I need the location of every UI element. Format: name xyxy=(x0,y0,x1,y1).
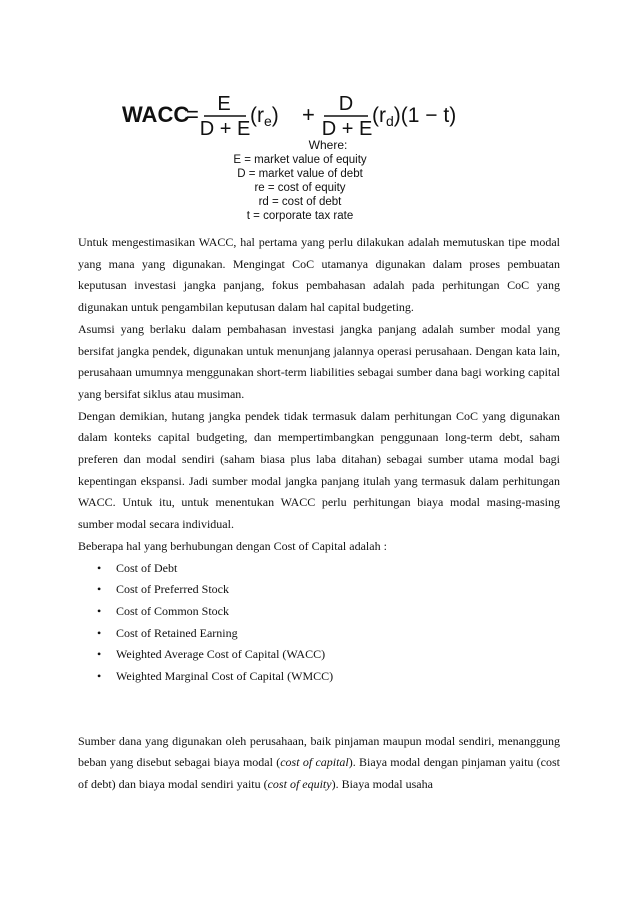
paragraph-final xyxy=(78,731,560,796)
formula-plus: + xyxy=(302,102,315,127)
formula-term2-open: (r xyxy=(372,104,386,127)
formula-where-label: Where: xyxy=(308,138,348,152)
formula-frac2-denominator: D + E xyxy=(321,118,373,140)
bullet-list xyxy=(78,558,560,688)
formula-term1-close: ) xyxy=(271,104,279,127)
document-body xyxy=(78,232,560,796)
list-item: • Cost of Common Stock xyxy=(78,601,560,623)
paragraph-text: ). Biaya modal dengan pinjaman yaitu (cost of debt) dan biaya modal sendiri yaitu ( xyxy=(78,755,561,792)
paragraph: Beberapa hal yang berhubungan dengan Cost of Capital adalah : xyxy=(78,538,387,553)
formula-frac1-denominator: D + E xyxy=(199,118,251,140)
formula-frac1-numerator: E xyxy=(217,93,231,115)
formula-lhs: WACC xyxy=(122,102,190,127)
formula-equals: = xyxy=(186,102,199,127)
formula-definition: re = cost of equity xyxy=(254,182,346,194)
paragraph-text: ). Biaya modal usaha xyxy=(331,777,433,792)
list-item: • Cost of Retained Earning xyxy=(78,623,560,645)
italic-term: cost of capital xyxy=(280,755,349,770)
formula-term1-open: (r xyxy=(250,104,264,127)
formula-term1-subscript: e xyxy=(264,113,272,129)
svg-text:(re) xyxy=(250,104,279,129)
paragraph: Untuk mengestimasikan WACC, hal pertama yang perlu dilakukan adalah memutuskan tipe modal yang mana yang digunakan. Mengingat CoC utamanya digunakan dalam proses pembuatan keputusan investasi jangka panjang, fokus pembahasan adalah pada perhitungan CoC yang digunakan untuk pengambilan keputusan dalam hal capital budgeting. xyxy=(78,235,560,315)
list-item: • Weighted Average Cost of Capital (WACC) xyxy=(78,644,560,666)
list-item: • Weighted Marginal Cost of Capital (WMCC) xyxy=(78,666,560,688)
formula-definition: D = market value of debt xyxy=(237,168,363,180)
formula-term2-subscript: d xyxy=(386,113,394,129)
spacer xyxy=(78,688,560,731)
paragraph-text: Sumber dana yang digunakan oleh perusahaan, baik pinjaman maupun modal sendiri, menanggung beban yang disebut sebagai biaya modal ( xyxy=(78,733,560,770)
list-item: • Cost of Debt xyxy=(78,558,560,580)
formula-definition: E = market value of equity xyxy=(233,154,367,166)
list-item: • Cost of Preferred Stock xyxy=(78,579,560,601)
formula-term2-close: )(1 − t) xyxy=(393,104,457,127)
formula-frac2-numerator: D xyxy=(338,93,354,115)
paragraph: Asumsi yang berlaku dalam pembahasan investasi jangka panjang adalah sumber modal yang bersifat jangka pendek, digunakan untuk menunjang jalannya operasi perusahaan. Dengan kata lain, perusahaan umumnya menggunakan short-term liabilities sebagai sumber dana bagi working capital yang bersifat siklus atau musiman. xyxy=(78,321,560,401)
formula-definition: rd = cost of debt xyxy=(258,196,342,208)
italic-term: cost of equity xyxy=(267,777,332,792)
formula-definition: t = corporate tax rate xyxy=(246,210,354,222)
wacc-formula-image xyxy=(110,82,520,222)
paragraph: Dengan demikian, hutang jangka pendek tidak termasuk dalam perhitungan CoC yang digunakan dalam konteks capital budgeting, dan mempertimbangkan penggunaan long-term debt, saham preferen dan modal sendiri (saham biasa plus laba ditahan) sebagai sumber utama modal bagi kepentingan ekspansi. Jadi sumber modal jangka panjang itulah yang termasuk dalam perhitungan WACC. Untuk itu, untuk menentukan WACC perlu perhitungan biaya modal masing-masing sumber modal secara individual. xyxy=(78,408,560,532)
svg-text:(rd)(1 − t) xyxy=(372,104,456,129)
